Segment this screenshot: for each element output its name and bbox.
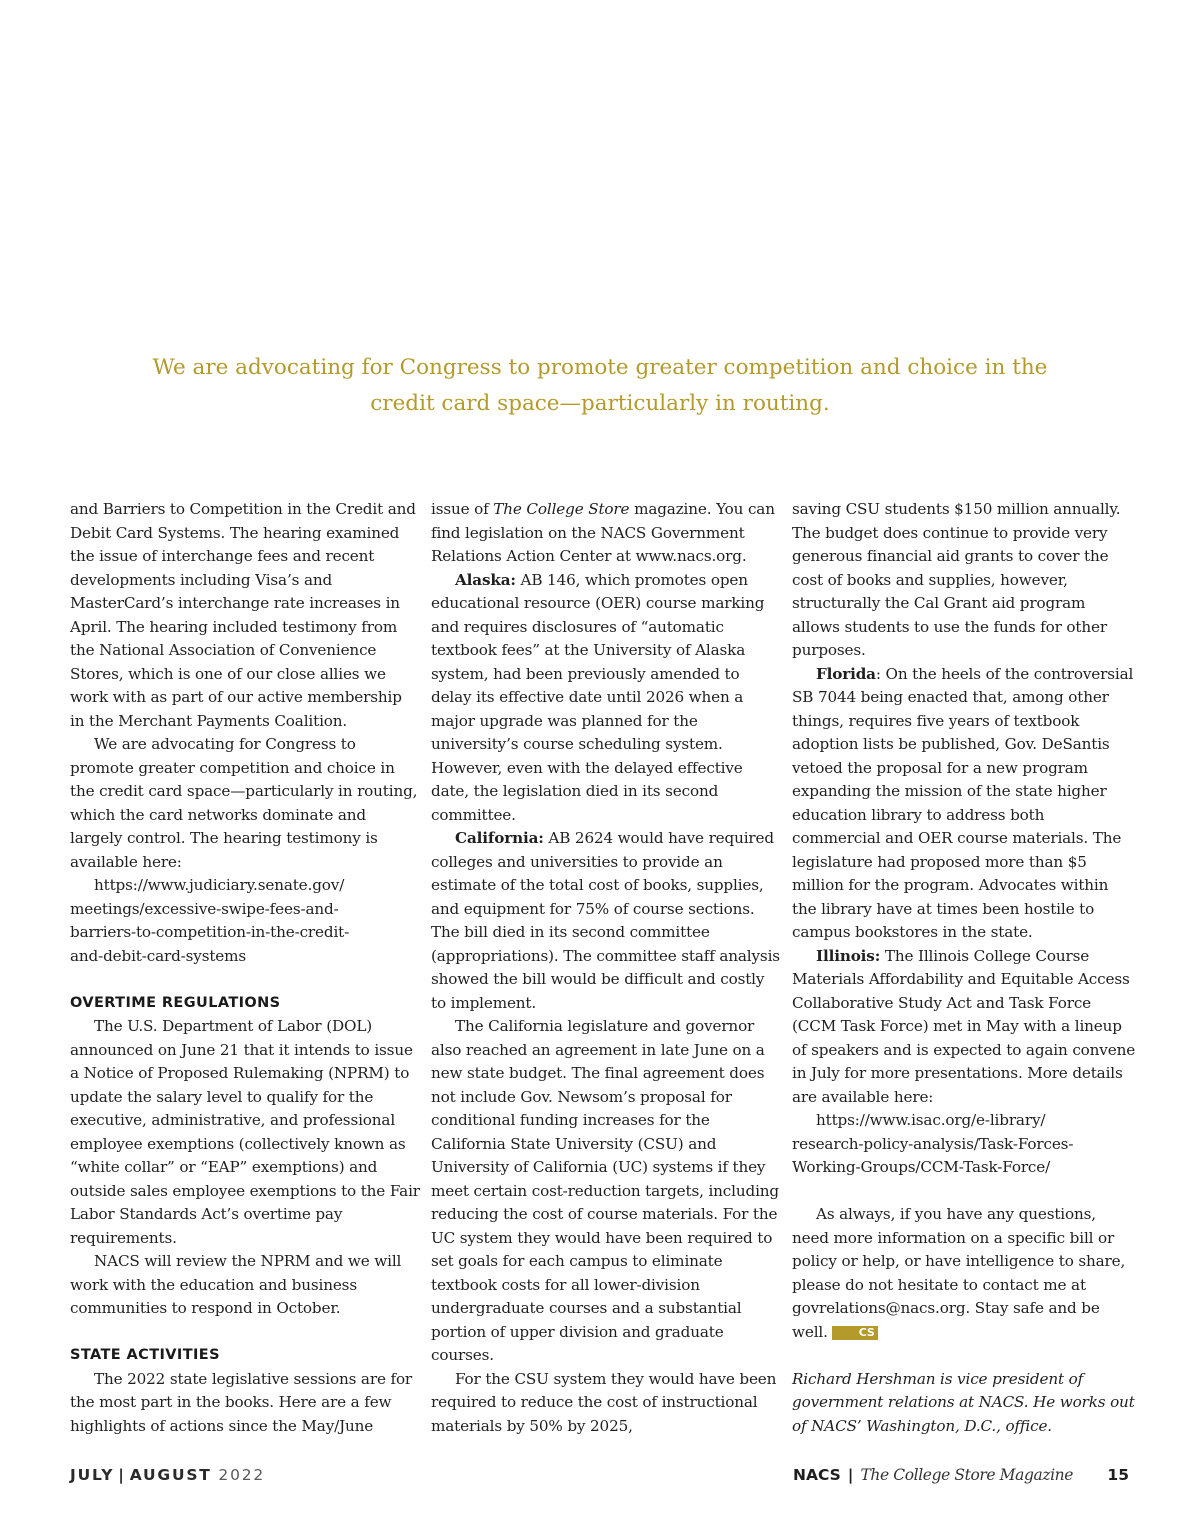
magazine-title: The College Store — [493, 500, 630, 518]
footer-separator: | — [847, 1466, 854, 1484]
footer-publication — [793, 1466, 1129, 1484]
footer-year: 2022 — [218, 1466, 266, 1484]
paragraph: The California legislature and governor also reached an agreement in late June on a new state budget. The final agreement does not include Gov. Newsom’s proposal for conditional funding increases for the California State University (CSU) and University of California (UC) systems if they meet certain cost-reduction targets, including reducing the cost of course materials. For the UC system they would have been required to set goals for each campus to eliminate textbook costs for all lower-division undergraduate courses and a substantial portion of upper division and graduate courses. — [431, 1017, 779, 1364]
paragraph: and Barriers to Competition in the Credit and Debit Card Systems. The hearing examined the issue of interchange fees and recent developments including Visa’s and MasterCard’s interchange rate increases in April. The hearing included testimony from the National Association of Convenience Stores, which is one of our close allies we work with as part of our active membership in the Merchant Payments Coalition. — [70, 500, 416, 730]
paragraph-florida — [792, 663, 1137, 945]
url-line: https://www.judiciary.senate.gov/ — [94, 876, 345, 894]
paragraph-illinois — [792, 945, 1137, 1110]
pull-quote — [100, 350, 1100, 422]
footer-separator: | — [118, 1466, 126, 1484]
state-label-california: California: — [455, 829, 544, 847]
article-column-2 — [431, 498, 781, 1438]
text-run: issue of — [431, 500, 494, 518]
paragraph: The U.S. Department of Labor (DOL) announced on June 21 that it intends to issue a Notice of Proposed Rulemaking (NPRM) to update the salary level to qualify for the executive, administrative, and professional employee exemptions (collectively known as “white collar” or “EAP” exemptions) and outside sales employee exemptions to the Fair Labor Standards Act’s overtime pay requirements. — [70, 1017, 420, 1247]
article-column-3 — [792, 498, 1137, 1438]
text-run: AB 2624 would have required colleges and universities to provide an estimate of the total cost of books, supplies, and equipment for 75% of course sections. The bill died in its second committee (appropriations). The committee staff analysis showed the bill would be difficult and costly to implement. — [431, 829, 780, 1012]
footer-magazine-name: The College Store Magazine — [860, 1466, 1074, 1484]
text-run: The Illinois College Course Materials Affordability and Equitable Access Collaborative Study Act and Task Force (CCM Task Force) met in May with a lineup of speakers and is expected to again convene in July for more presentations. More details are available here: — [792, 946, 1136, 1106]
article-column-1 — [70, 498, 420, 1438]
url-line: barriers-to-competition-in-the-credit- — [70, 923, 350, 941]
text-run: magazine. You can find legislation on the NACS Government Relations Action Center at www.nacs.org. — [431, 500, 775, 565]
state-label-florida: Florida — [816, 664, 876, 683]
url-line: meetings/excessive-swipe-fees-and- — [70, 899, 339, 918]
page-number: 15 — [1107, 1466, 1129, 1484]
paragraph-california — [431, 827, 781, 1015]
isac-url[interactable] — [792, 1109, 1137, 1180]
url-line: research-policy-analysis/Task-Forces- — [792, 1134, 1074, 1153]
hearing-url[interactable] — [70, 874, 420, 968]
paragraph — [431, 498, 781, 569]
paragraph-alaska — [431, 569, 781, 828]
url-line: Working-Groups/CCM-Task-Force/ — [792, 1158, 1051, 1176]
paragraph: saving CSU students $150 million annually. The budget does continue to provide very generous financial aid grants to cover the cost of books and supplies, however, structurally the Cal Grant aid program allows students to use the funds for other purposes. — [792, 500, 1121, 659]
end-mark-icon: CS — [832, 1326, 878, 1340]
text-run: : On the heels of the controversial SB 7044 being enacted that, among other things, requires five years of textbook adoption lists be published, Gov. DeSantis vetoed the proposal for a new program expanding the mission of the state higher education library to address both commercial and OER course materials. The legislature had proposed more than $5 million for the program. Advocates within the library have at times been hostile to campus bookstores in the state. — [792, 664, 1134, 941]
state-label-alaska: Alaska: — [455, 570, 516, 589]
section-heading-overtime: OVERTIME REGULATIONS — [70, 994, 281, 1011]
text-run: AB 146, which promotes open educational resource (OER) course marking and requires disclosures of “automatic textbook fees” at the University of Alaska system, had been previously amended to delay its effective date until 2026 when a major upgrade was planned for the university’s course scheduling system. However, even with the delayed effective date, the legislation died in its second committee. — [431, 570, 765, 824]
state-label-illinois: Illinois: — [816, 946, 881, 965]
paragraph: We are advocating for Congress to promote greater competition and choice in the credit card space—particularly in routing, which the card networks dominate and largely control. The hearing testimony is available here: — [70, 735, 418, 871]
footer-org: NACS — [793, 1466, 841, 1484]
footer-month-1: JULY — [70, 1466, 115, 1484]
author-bio: Richard Hershman is vice president of government relations at NACS. He works out of NACS’ Washington, D.C., office. — [792, 1369, 1135, 1435]
pull-quote-line-2: credit card space—particularly in routing. — [370, 391, 830, 416]
paragraph: The 2022 state legislative sessions are for the most part in the books. Here are a few highlights of actions since the May/June — [70, 1369, 413, 1435]
paragraph: NACS will review the NPRM and we will work with the education and business communities to respond in October. — [70, 1252, 402, 1317]
section-heading-state-activities: STATE ACTIVITIES — [70, 1347, 220, 1363]
pull-quote-line-1: We are advocating for Congress to promote greater competition and choice in the — [152, 355, 1048, 380]
paragraph: For the CSU system they would have been required to reduce the cost of instructional materials by 50% by 2025, — [431, 1369, 777, 1435]
url-line: https://www.isac.org/e-library/ — [816, 1111, 1046, 1129]
text-run: As always, if you have any questions, need more information on a specific bill or policy or help, or have intelligence to share, please do not hesitate to contact me at govrelations@nacs.org. Stay safe and be well. — [792, 1205, 1126, 1341]
url-line: and-debit-card-systems — [70, 946, 247, 965]
closing-paragraph — [792, 1203, 1137, 1344]
footer-month-2: AUGUST — [129, 1466, 212, 1484]
footer-issue-date — [70, 1466, 265, 1484]
